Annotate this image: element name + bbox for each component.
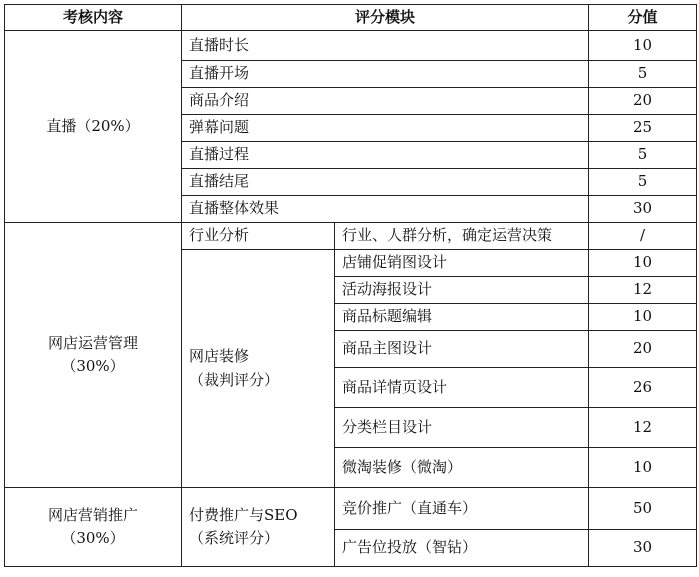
- score-cell: 10: [589, 448, 697, 488]
- detail-item: 活动海报设计: [335, 277, 589, 304]
- module-name: 弹幕问题: [182, 115, 589, 142]
- module-name: 直播开场: [182, 61, 589, 88]
- score-cell: 50: [589, 488, 697, 530]
- table-row: [5, 31, 697, 61]
- score-cell: 30: [589, 196, 697, 223]
- header-content: 考核内容: [5, 5, 182, 31]
- score-cell: 12: [589, 408, 697, 448]
- module-name: 商品介绍: [182, 88, 589, 115]
- header-row: [5, 5, 697, 31]
- category-marketing-title: 网店营销推广: [47, 505, 138, 524]
- score-cell: 30: [589, 530, 697, 567]
- module-decoration-title: 网店装修: [189, 347, 250, 366]
- module-decoration-note: （裁判评分）: [189, 370, 280, 389]
- category-store-ops-weight: （30%）: [61, 357, 125, 375]
- detail-item: 分类栏目设计: [335, 408, 589, 448]
- score-cell: 12: [589, 277, 697, 304]
- category-marketing-weight: （30%）: [61, 529, 125, 547]
- detail-item: 商品详情页设计: [335, 368, 589, 408]
- module-marketing-note: （系统评分）: [189, 529, 280, 547]
- category-store-ops-title: 网店运营管理: [47, 333, 138, 352]
- module-marketing: [182, 488, 335, 567]
- module-name: 直播过程: [182, 142, 589, 169]
- score-cell: 10: [589, 304, 697, 331]
- module-name: 直播整体效果: [182, 196, 589, 223]
- score-cell: 20: [589, 88, 697, 115]
- score-cell: 26: [589, 368, 697, 408]
- header-score: 分值: [589, 5, 697, 31]
- detail-item: 商品主图设计: [335, 331, 589, 368]
- detail-item: 店铺促销图设计: [335, 250, 589, 277]
- score-cell: 5: [589, 169, 697, 196]
- module-name: 直播结尾: [182, 169, 589, 196]
- score-cell: 20: [589, 331, 697, 368]
- category-live: 直播（20%）: [5, 31, 182, 223]
- score-cell: 5: [589, 61, 697, 88]
- detail-item: 竞价推广（直通车）: [335, 488, 589, 530]
- score-cell: 25: [589, 115, 697, 142]
- module-industry: 行业分析: [182, 223, 335, 250]
- score-cell: 10: [589, 31, 697, 61]
- score-cell: /: [589, 223, 697, 250]
- table-row: [5, 223, 697, 250]
- detail-item: 商品标题编辑: [335, 304, 589, 331]
- category-store-ops: [5, 223, 182, 488]
- detail-item: 微淘装修（微淘）: [335, 448, 589, 488]
- category-marketing: [5, 488, 182, 567]
- header-module: 评分模块: [182, 5, 589, 31]
- scoring-table: [4, 4, 697, 567]
- table-row: [5, 488, 697, 530]
- module-name: 直播时长: [182, 31, 589, 61]
- detail-industry: 行业、人群分析，确定运营决策: [335, 223, 589, 250]
- module-marketing-title: 付费推广与SEO: [189, 505, 298, 524]
- module-decoration: [182, 250, 335, 488]
- score-cell: 5: [589, 142, 697, 169]
- detail-item: 广告位投放（智钻）: [335, 530, 589, 567]
- score-cell: 10: [589, 250, 697, 277]
